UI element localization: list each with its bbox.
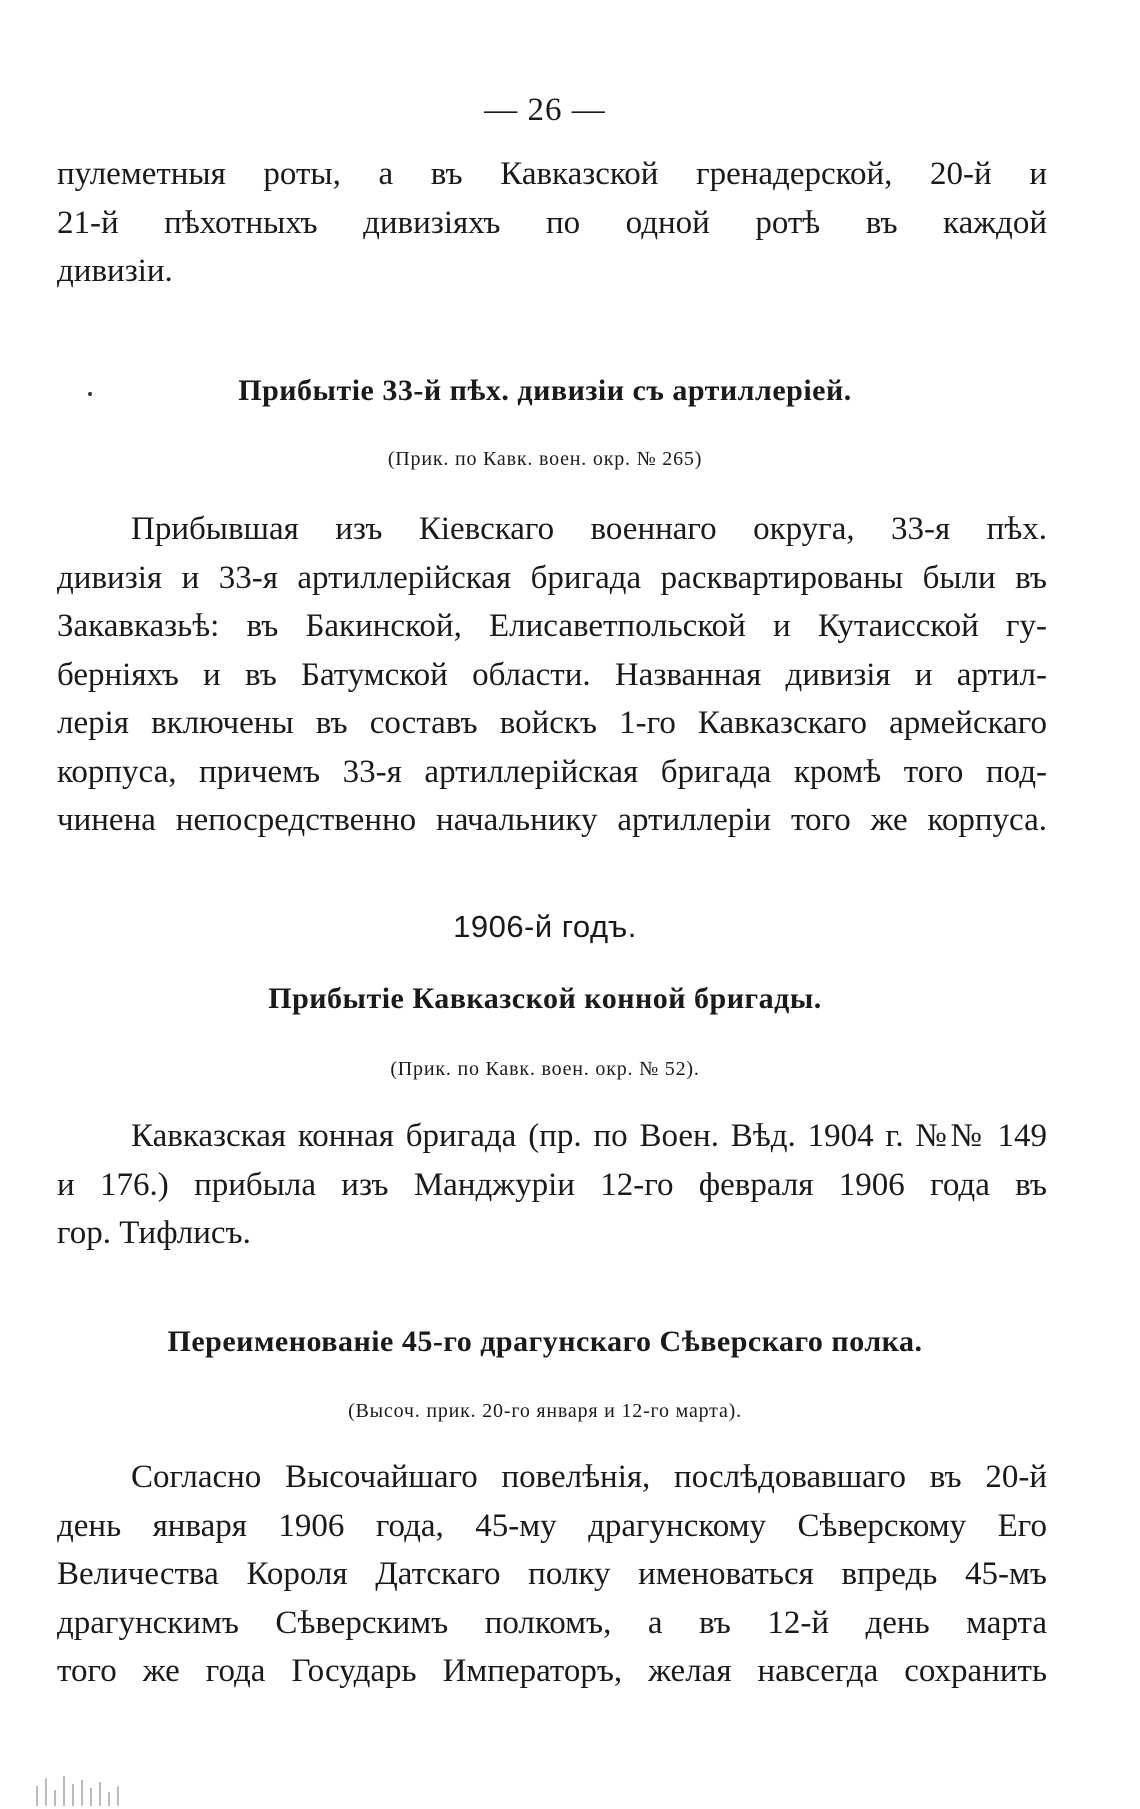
text-line: Согласно Высочайшаго повелѣнія, послѣдовавшаго въ 20-й [131, 1459, 1047, 1495]
text-line: гор. Тифлисъ. [57, 1215, 251, 1251]
text-line: чинена непосредственно начальнику артиллеріи того же корпуса. [57, 802, 1047, 838]
page-number: — 26 — [484, 92, 606, 128]
section3-paragraph [57, 1453, 1047, 1696]
text-line: Закавказьѣ: въ Бакинской, Елисаветпольской и Кутаисской гу- [57, 608, 1047, 644]
section2-paragraph [57, 1112, 1047, 1258]
text-line: Кавказская конная бригада (пр. по Воен. Вѣд. 1904 г. №№ 149 [131, 1118, 1047, 1154]
section-heading-33rd-division: Прибытіе 33-й пѣх. дивизіи съ артиллеріей. [238, 374, 852, 407]
text-line: и 176.) прибыла изъ Манджуріи 12-го февраля 1906 года въ [57, 1166, 1047, 1203]
section-heading-caucasian-brigade: Прибытіе Кавказской конной бригады. [268, 982, 822, 1015]
text-line: Величества Короля Датскаго полку именоваться впредь 45-мъ [57, 1556, 1047, 1592]
section-source-33rd-division: (Прик. по Кавк. воен. окр. № 265) [387, 448, 703, 470]
year-heading: 1906-й годъ. [453, 909, 637, 944]
text-line: дивизія и 33-я артиллерійская бригада расквартированы были въ [57, 559, 1047, 596]
section-source-caucasian-brigade: (Прик. по Кавк. воен. окр. № 52). [390, 1058, 700, 1080]
text-line: корпуса, причемъ 33-я артиллерійская бригада кромѣ того под- [57, 753, 1047, 790]
text-line: драгунскимъ Сѣверскимъ полкомъ, а въ 12-й день марта [57, 1604, 1047, 1641]
text-line: Прибывшая изъ Кіевскаго военнаго округа, 33-я пѣх. [131, 511, 1047, 547]
section-heading-45th-dragoons: Переименованіе 45-го драгунскаго Сѣверскаго полка. [167, 1325, 923, 1358]
text-line: дивизіи. [57, 253, 173, 289]
text-line: берніяхъ и въ Батумской области. Названная дивизія и артил- [57, 656, 1047, 693]
text-line: того же года Государь Императоръ, желая навсегда сохранить [57, 1653, 1047, 1689]
text-line: день января 1906 года, 45-му драгунскому Сѣверскому Его [57, 1507, 1047, 1544]
text-line: лерія включены въ составъ войскъ 1-го Кавказскаго армейскаго [57, 705, 1047, 741]
intro-paragraph [57, 150, 1047, 296]
text-line: 21-й пѣхотныхъ дивизіяхъ по одной ротѣ въ каждой [57, 204, 1047, 241]
scan-edge-marks [36, 1770, 156, 1806]
text-line: пулеметныя роты, а въ Кавказской гренадерской, 20-й и [57, 156, 1047, 192]
section-source-45th-dragoons: (Высоч. прик. 20-го января и 12-го марта). [348, 1400, 742, 1422]
section1-paragraph [57, 505, 1047, 845]
